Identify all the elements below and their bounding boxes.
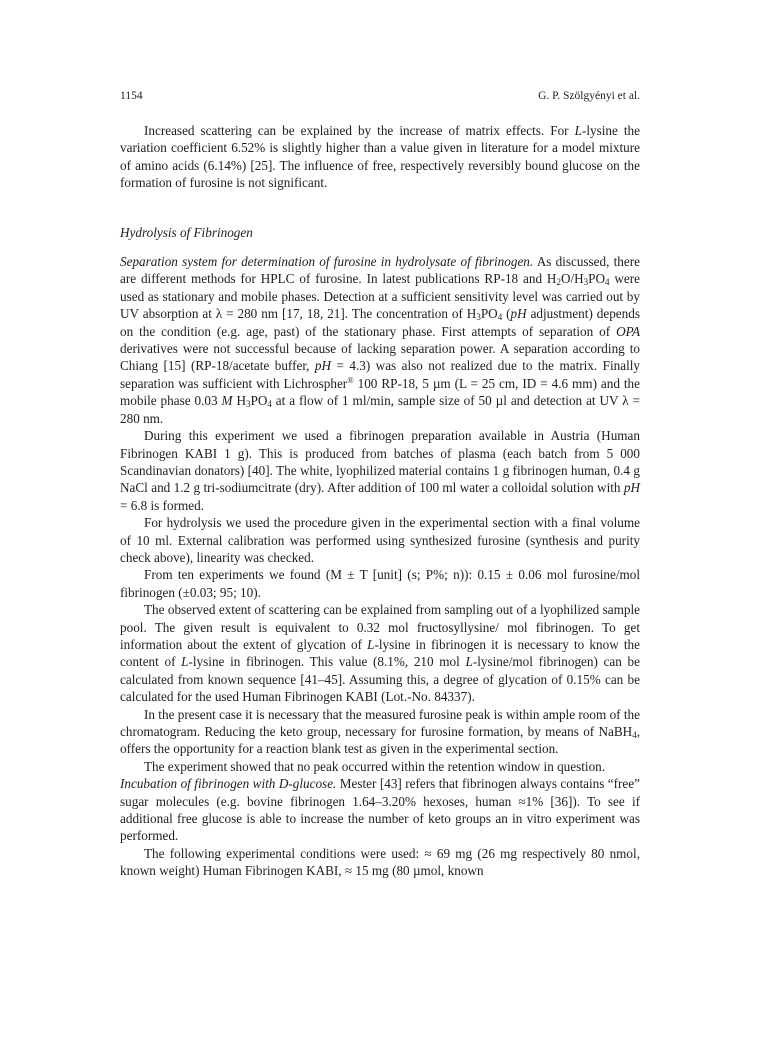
page-number: 1154 (120, 90, 143, 102)
paragraph-scattering: Increased scattering can be explained by the increase of matrix effects. For L-lysine the variation coefficient 6.52% is slightly higher than a value given in literature for a model mixture of amino acids (6.14%) [25]. The influence of free, respectively reversibly bound glucose on the formation of furosine is not significant. (120, 123, 640, 191)
running-author: G. P. Szölgyényi et al. (538, 90, 640, 102)
running-head (120, 90, 640, 106)
run-in-heading-separation: Separation system for determination of furosine in hydrolysate of fibrinogen. (120, 254, 534, 270)
paragraph-experimental-conditions: The following experimental conditions were used: ≈ 69 mg (26 mg respectively 80 nmol, known weight) Human Fibrinogen KABI, ≈ 15 mg (80 µmol, known (120, 845, 640, 879)
section-heading-hydrolysis: Hydrolysis of Fibrinogen (120, 224, 253, 240)
paragraph-results: From ten experiments we found (M ± T [unit] (s; P%; n)): 0.15 ± 0.06 mol furosine/mol fibrinogen (±0.03; 95; 10). (120, 567, 640, 600)
run-in-heading-incubation: Incubation of fibrinogen with D-glucose. (120, 776, 337, 792)
body-text (120, 122, 640, 880)
paragraph-no-peak: The experiment showed that no peak occurred within the retention window in question. (144, 758, 606, 774)
paragraph-glycation-degree: The observed extent of scattering can be explained from sampling out of a lyophilized sample pool. The given result is equivalent to 0.32 mol fructosyllysine/ mol fibrinogen. To get information about the extent of glycation of L-lysine in fibrinogen it is necessary to know the content of L-lysine in fibrinogen. This value (8.1%, 210 mol L-lysine/mol fibrinogen) can be calculated from known sequence [41–45]. Assuming this, a degree of glycation of 0.15% can be calculated for the used Human Fibrinogen KABI (Lot.-No. 84337). (120, 602, 640, 705)
paragraph-hydrolysis-procedure: For hydrolysis we used the procedure given in the experimental section with a final volume of 10 ml. External calibration was performed using synthesized furosine (synthesis and purity check above), linearity was checked. (120, 515, 640, 565)
paragraph-fibrinogen-preparation: During this experiment we used a fibrinogen preparation available in Austria (Human Fibrinogen KABI 1 g). This is produced from batches of plasma (each batch from 5 000 Scandinavian donators) [40]. The white, lyophilized material contains 1 g fibrinogen human, 0.4 g NaCl and 1.2 g tri-sodiumcitrate (dry). After addition of 100 ml water a colloidal solution with pH = 6.8 is formed. (120, 428, 640, 513)
paragraph-separation-system: Separation system for determination of furosine in hydrolysate of fibrinogen. As discussed, there are different methods for HPLC of furosine. In latest publications RP-18 and $H_2O/H_3PO_4$ were used as stationary and mobile phases. Detection at a sufficient sensitivity level was carried out by UV absorption at λ = 280 nm [17, 18, 21]. The concentration of $H_3PO_4$ (pH adjustment) depends on the condition (e.g. age, past) of the stationary phase. First attempts of separation of OPA derivatives were not successful because of lacking separation power. A separation according to Chiang [15] (RP-18/acetate buffer, pH = 4.3) was also not realized due to the matrix. Finally separation was sufficient with Lichrospher® 100 RP-18, 5 µm (L = 25 cm, ID = 4.6 mm) and the mobile phase 0.03 M $H_3PO_4$ at a flow of 1 ml/min, sample size of 50 µl and detection at UV λ = 280 nm. (120, 254, 641, 426)
paragraph-incubation: Incubation of fibrinogen with D-glucose. Mester [43] refers that fibrinogen always contains “free” sugar molecules (e.g. bovine fibrinogen 1.64–3.20% hexoses, human ≈1% [36]). To see if additional free glucose is able to increase the number of keto groups an in vitro experiment was performed. (120, 776, 640, 844)
paragraph-reaction-blank: In the present case it is necessary that the measured furosine peak is within ample room of the chromatogram. Reducing the keto group, necessary for furosine formation, by means of NaBH$_4$, offers the opportunity for a reaction blank test as given in the experimental section. (120, 706, 640, 757)
